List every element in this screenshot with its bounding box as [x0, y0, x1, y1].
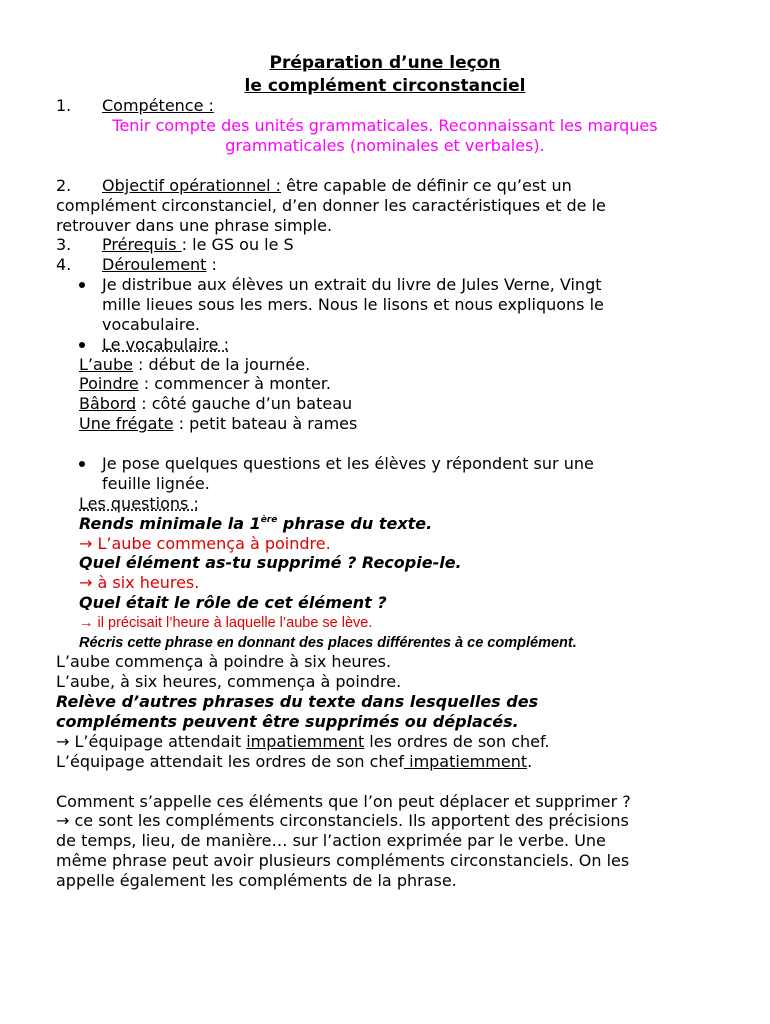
answer-5-line-2-end: . [527, 752, 533, 771]
section-4-number: 4. [56, 255, 72, 274]
vocab-definition: : début de la journée. [132, 355, 311, 374]
vocab-definition: : commencer à monter. [138, 374, 332, 393]
section-4-rest: : [206, 255, 217, 274]
question-5-line-2: compléments peuvent être supprimés ou déplacés. [56, 712, 519, 731]
section-2-line-2: complément circonstanciel, d’en donner les caractéristiques et de le [56, 196, 606, 215]
answer-2: → à six heures. [79, 573, 200, 592]
section-1-number: 1. [56, 96, 72, 115]
question-3: Quel était le rôle de cet élément ? [79, 593, 387, 612]
question-5-line-1: Relève d’autres phrases du texte dans lesquelles des [56, 692, 539, 711]
vocab-word: L’aube [79, 355, 133, 374]
section-2-number: 2. [56, 176, 72, 195]
answer-5-line-1-start: → L’équipage attendait [56, 732, 247, 751]
vocab-item [79, 414, 357, 434]
vocab-definition: : petit bateau à rames [173, 414, 358, 433]
conclusion-line-4: même phrase peut avoir plusieurs compléments circonstanciels. On les [56, 851, 630, 870]
answer-5-line-2 [56, 752, 532, 772]
bullet-1-line-3: vocabulaire. [102, 315, 201, 334]
vocab-definition: : côté gauche d’un bateau [136, 394, 353, 413]
vocab-item [79, 394, 352, 414]
bullet-2-vocabulary-heading: Le vocabulaire : [102, 335, 229, 354]
question-1-text-end: phrase du texte. [277, 514, 433, 533]
vocab-item [79, 374, 331, 394]
bullet-1-line-2: mille lieues sous les mers. Nous le lisons et nous expliquons le [102, 295, 604, 314]
bullet-1-line-1: Je distribue aux élèves un extrait du livre de Jules Verne, Vingt [102, 275, 602, 294]
vocab-word: Une frégate [79, 414, 174, 433]
section-3-line [102, 235, 294, 255]
conclusion-line-2: → ce sont les compléments circonstanciels. Ils apportent des précisions [56, 811, 629, 830]
bullet-icon [79, 461, 85, 467]
title-line-1: Préparation d’une leçon [269, 53, 501, 73]
conclusion-line-1: Comment s’appelle ces éléments que l’on peut déplacer et supprimer ? [56, 792, 631, 811]
section-3-heading: Prérequis [102, 235, 182, 254]
vocab-word: Poindre [79, 374, 139, 393]
question-1-superscript: ère [260, 515, 278, 525]
answer-5-line-1-underlined: impatiemment [246, 732, 365, 751]
competence-text-line-2: grammaticales (nominales et verbales). [225, 136, 545, 155]
question-2: Quel élément as-tu supprimé ? Recopie-le. [79, 553, 462, 572]
section-3-rest: : le GS ou le S [181, 235, 294, 254]
answer-1: → L’aube commença à poindre. [79, 534, 331, 553]
answer-5-line-2-underlined: impatiemment [404, 752, 528, 771]
answer-5-line-1-end: les ordres de son chef. [364, 732, 550, 751]
bullet-icon [79, 282, 85, 288]
section-1-heading: Compétence : [102, 96, 214, 115]
answer-4-line-2: L’aube, à six heures, commença à poindre. [56, 672, 402, 691]
section-2-rest: être capable de définir ce qu’est un [281, 176, 572, 195]
conclusion-line-5: appelle également les compléments de la phrase. [56, 871, 457, 890]
bullet-3-line-1: Je pose quelques questions et les élèves y répondent sur une [102, 454, 594, 473]
answer-5-line-1 [56, 732, 550, 752]
vocab-word: Bâbord [79, 394, 137, 413]
section-2-line-1 [102, 176, 572, 196]
bullet-icon [79, 342, 85, 348]
section-2-heading: Objectif opérationnel : [102, 176, 281, 195]
question-1 [79, 514, 432, 534]
answer-4-line-1: L’aube commença à poindre à six heures. [56, 652, 392, 671]
question-4: Récris cette phrase en donnant des places différentes à ce complément. [79, 635, 577, 651]
conclusion-line-3: de temps, lieu, de manière… sur l’action exprimée par le verbe. Une [56, 831, 606, 850]
answer-5-line-2-start: L’équipage attendait les ordres de son chef [56, 752, 405, 771]
question-1-text: Rends minimale la 1 [79, 514, 261, 533]
vocab-item [79, 355, 310, 375]
section-4-line [102, 255, 217, 275]
questions-heading: Les questions : [79, 494, 199, 513]
section-3-number: 3. [56, 235, 72, 254]
competence-text-line-1: Tenir compte des unités grammaticales. Reconnaissant les marques [112, 116, 658, 135]
bullet-3-line-2: feuille lignée. [102, 474, 210, 493]
answer-3: → il précisait l’heure à laquelle l’aube se lève. [79, 615, 373, 631]
title-line-2: le complément circonstanciel [244, 76, 526, 96]
section-4-heading: Déroulement [102, 255, 207, 274]
section-2-line-3: retrouver dans une phrase simple. [56, 216, 333, 235]
